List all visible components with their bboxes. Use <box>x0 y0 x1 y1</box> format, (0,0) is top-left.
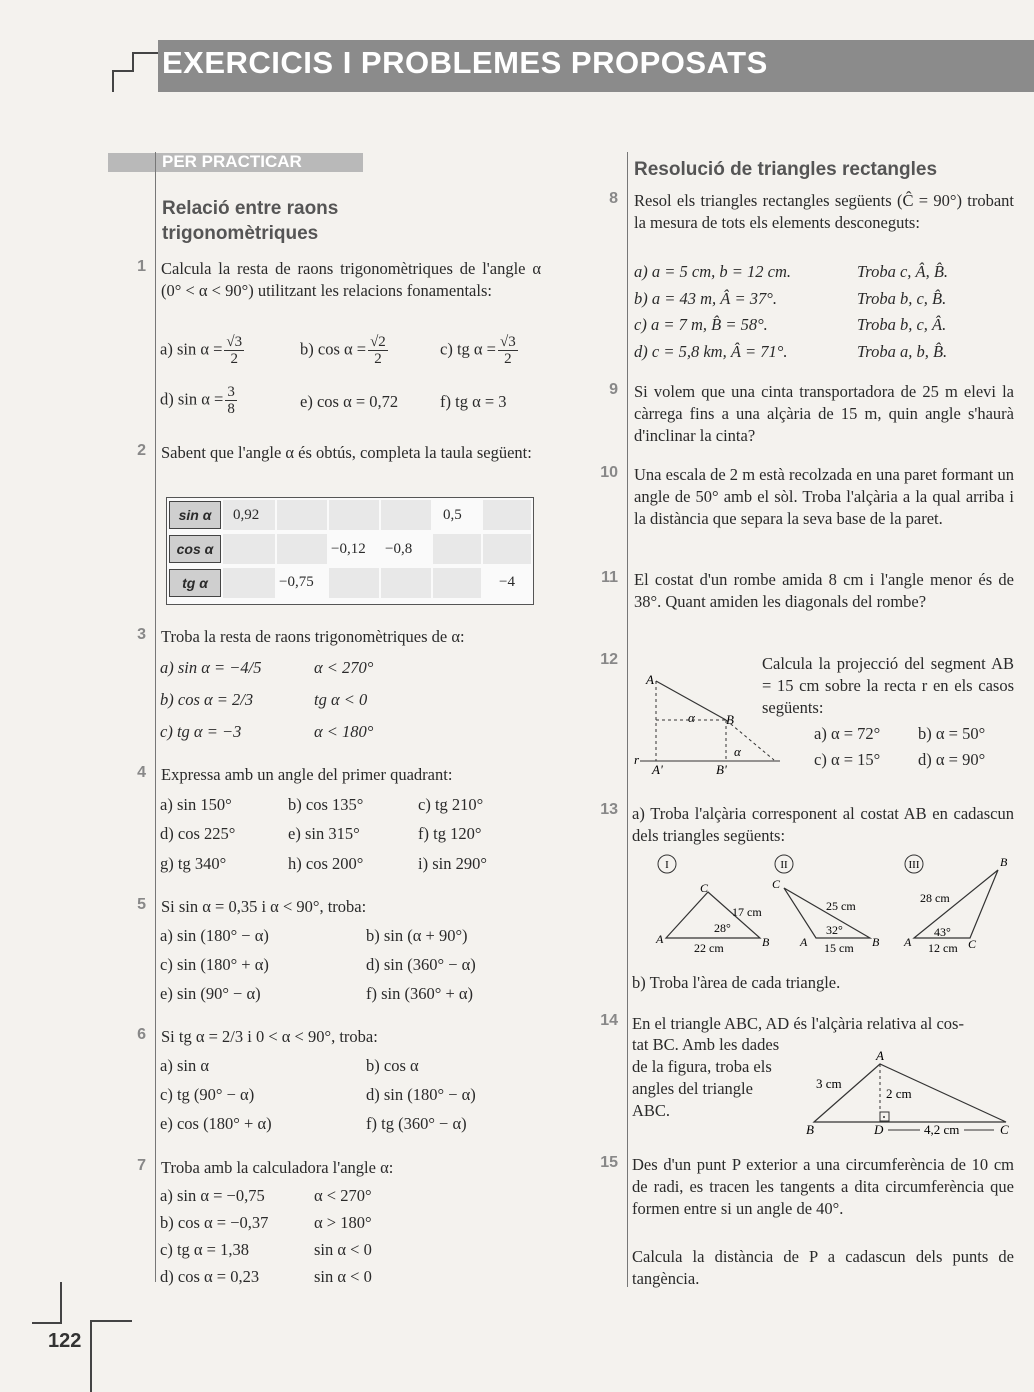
vertex-B: B <box>872 935 880 949</box>
vertex-C: C <box>700 881 709 895</box>
right-column-rule <box>627 152 628 1287</box>
page-number: 122 <box>48 1330 82 1352</box>
ex7-d: d) cos α = 0,23 <box>160 1267 260 1286</box>
exercise-12-text: Calcula la projecció del segment AB = 15 cm sobre la recta r en els casos següents: <box>762 654 1014 717</box>
ex8-d: d) c = 5,8 km, Â = 71°. <box>634 342 788 361</box>
exercise-number: 5 <box>137 896 146 913</box>
exercise-number: 11 <box>601 569 618 586</box>
vertex-B: B <box>762 935 770 949</box>
exercise-15-text-1: Des d'un punt P exterior a una circumferència de 10 cm de radi, es tracen les tangents a dita circumferència que formen entre si un angle de 40°. <box>632 1155 1014 1218</box>
exercise-number: 15 <box>600 1154 618 1171</box>
exercise-4-text: Expressa amb un angle del primer quadrant: <box>161 765 453 784</box>
row-label-sin: sin α <box>169 501 221 529</box>
exercise-number: 13 <box>600 801 618 818</box>
header-step-decoration <box>112 70 134 92</box>
vertex-C: C <box>772 877 781 891</box>
ex12-c: c) α = 15° <box>814 750 881 769</box>
side-label: 28 cm <box>920 891 950 905</box>
header-step-decoration-2 <box>132 52 160 72</box>
exercise-9-text: Si volem que una cinta transportadora de 25 m elevi la càrrega fins a una alçària de 15 m, quin angle s'haurà d'inclinar la cinta? <box>634 382 1014 445</box>
exercise-number: 12 <box>600 651 618 668</box>
side-label: 25 cm <box>826 899 856 913</box>
vertex-C: C <box>1000 1122 1009 1137</box>
ex4-h: h) cos 200° <box>288 854 364 873</box>
exercise-number: 8 <box>609 190 618 207</box>
angle-label: 28° <box>714 921 731 935</box>
angle-label: 43° <box>934 925 951 939</box>
triangle-abc-diagram <box>800 1044 1016 1140</box>
segment-label: 4,2 cm <box>924 1122 960 1137</box>
exercise-8-text: Resol els triangles rectangles següents (Ĉ = 90°) trobant la mesura de tots els elements desconeguts: <box>634 191 1014 232</box>
footer-step-decoration <box>32 1282 62 1324</box>
ex1-a: a) sin α = $\frac{√3}{2}$ <box>160 334 243 367</box>
ex3-a-cond: α < 270° <box>314 658 374 677</box>
angle-label: 32° <box>826 923 843 937</box>
ex7-b-cond: α > 180° <box>314 1213 372 1232</box>
trig-table <box>166 497 534 605</box>
section-title: PER PRACTICAR <box>162 152 302 171</box>
exercise-5-text: Si sin α = 0,35 i α < 90°, troba: <box>161 897 367 916</box>
ex7-c: c) tg α = 1,38 <box>160 1240 249 1259</box>
ex4-c: c) tg 210° <box>418 795 484 814</box>
ex8-a: a) a = 5 cm, b = 12 cm. <box>634 262 791 281</box>
table-cell: −0,12 <box>331 541 366 557</box>
base-label: 22 cm <box>694 941 724 955</box>
label-B: B <box>726 712 734 727</box>
side-label: 3 cm <box>816 1076 842 1091</box>
ex1-c: c) tg α = $\frac{√3}{2}$ <box>440 334 516 367</box>
ex4-a: a) sin 150° <box>160 795 232 814</box>
exercise-1-text: Calcula la resta de raons trigonomètriques de l'angle α (0° < α < 90°) utilitzant les relacions fonamentals: <box>161 259 541 300</box>
vertex-D: D <box>874 1122 884 1137</box>
ex8-c: c) a = 7 m, B̂ = 58°. <box>634 315 768 334</box>
table-cell: −0,8 <box>385 541 413 557</box>
ex1-d: d) sin α = $\frac{3}{8}$ <box>160 384 235 417</box>
vertex-A: A <box>876 1048 884 1063</box>
ex1-b: b) cos α = $\frac{√2}{2}$ <box>300 334 386 367</box>
exercise-6-text: Si tg α = 2/3 i 0 < α < 90°, troba: <box>161 1027 378 1046</box>
exercise-number: 9 <box>609 381 618 398</box>
ex4-d: d) cos 225° <box>160 824 236 843</box>
ex5-a: a) sin (180° − α) <box>160 926 269 945</box>
label-alpha: α <box>688 710 695 725</box>
ex8-b: b) a = 43 m, Â = 37°. <box>634 289 777 308</box>
ex5-b: b) sin (α + 90°) <box>366 926 468 945</box>
ex4-i: i) sin 290° <box>418 854 487 873</box>
label-r: r <box>634 752 640 767</box>
table-cell: −4 <box>499 574 515 590</box>
row-label-tg: tg α <box>169 569 221 597</box>
ex3-b-cond: tg α < 0 <box>314 690 368 709</box>
exercise-2-text: Sabent que l'angle α és obtús, completa la taula següent: <box>161 443 532 462</box>
vertex-A: A <box>800 935 808 949</box>
ex7-a: a) sin α = −0,75 <box>160 1186 265 1205</box>
triangle-1-label: I <box>665 859 669 871</box>
label-A-prime: A' <box>652 762 663 777</box>
label-alpha: α <box>734 744 741 759</box>
footer-step-decoration-2 <box>90 1320 132 1392</box>
ex1-f: f) tg α = 3 <box>440 392 507 411</box>
ex12-b: b) α = 50° <box>918 724 986 743</box>
vertex-A: A <box>904 935 912 949</box>
ex8-d-find: Troba a, b, B̂. <box>857 342 948 361</box>
ex5-f: f) sin (360° + α) <box>366 984 474 1003</box>
ex6-c: c) tg (90° − α) <box>160 1085 255 1104</box>
height-label: 2 cm <box>886 1086 912 1101</box>
exercise-3-text: Troba la resta de raons trigonomètriques de α: <box>161 627 465 646</box>
exercise-number: 6 <box>137 1026 146 1043</box>
exercise-13-text-a: a) Troba l'alçària corresponent al costat AB en cadascun dels triangles següents: <box>632 804 1014 845</box>
exercise-number: 4 <box>137 764 146 781</box>
ex8-c-find: Troba b, c, Â. <box>857 315 947 334</box>
label-B-prime: B' <box>716 762 727 777</box>
ex7-c-cond: sin α < 0 <box>314 1240 372 1259</box>
vertex-B: B <box>806 1122 814 1137</box>
ex4-e: e) sin 315° <box>288 824 360 843</box>
exercise-14-text-2: tat BC. Amb les dades de la figura, troba els angles del triangle ABC. <box>632 1035 780 1120</box>
table-cell: −0,75 <box>279 574 314 590</box>
exercise-number: 7 <box>137 1157 146 1174</box>
exercise-7-text: Troba amb la calculadora l'angle α: <box>161 1158 394 1177</box>
ex3-a: a) sin α = −4/5 <box>160 658 262 677</box>
ex6-f: f) tg (360° − α) <box>366 1114 467 1133</box>
exercise-11-text: El costat d'un rombe amida 8 cm i l'angle menor és de 38°. Quant amiden les diagonals del rombe? <box>634 570 1014 611</box>
vertex-C: C <box>968 937 977 951</box>
ex5-d: d) sin (360° − α) <box>366 955 476 974</box>
ex5-c: c) sin (180° + α) <box>160 955 269 974</box>
ex1-e: e) cos α = 0,72 <box>300 392 399 411</box>
ex8-a-find: Troba c, Â, B̂. <box>857 262 949 281</box>
page-title: EXERCICIS I PROBLEMES PROPOSATS <box>162 45 768 80</box>
ex7-d-cond: sin α < 0 <box>314 1267 372 1286</box>
ex3-b: b) cos α = 2/3 <box>160 690 254 709</box>
triangles-diagram <box>652 850 1016 962</box>
exercise-14-text-1: En el triangle ABC, AD és l'alçària relativa al cos- <box>632 1014 964 1033</box>
exercise-number: 3 <box>137 626 146 643</box>
left-column-rule <box>155 152 156 1282</box>
ex6-b: b) cos α <box>366 1056 419 1075</box>
side-label: 17 cm <box>732 905 762 919</box>
triangle-3-label: III <box>908 859 920 871</box>
exercise-number: 10 <box>600 464 618 481</box>
ex6-d: d) sin (180° − α) <box>366 1085 476 1104</box>
ex6-e: e) cos (180° + α) <box>160 1114 272 1133</box>
triangle-2-label: II <box>780 859 788 871</box>
ex5-e: e) sin (90° − α) <box>160 984 261 1003</box>
row-label-cos: cos α <box>169 535 221 563</box>
ex8-b-find: Troba b, c, B̂. <box>857 289 947 308</box>
label-A: A <box>646 672 654 687</box>
exercise-number: 1 <box>137 258 146 275</box>
vertex-A: A <box>656 932 664 946</box>
ex7-a-cond: α < 270° <box>314 1186 372 1205</box>
ex12-a: a) α = 72° <box>814 724 881 743</box>
exercise-15-text-2: Calcula la distància de P a cadascun dels punts de tangència. <box>632 1247 1014 1288</box>
ex6-a: a) sin α <box>160 1056 209 1075</box>
exercise-13-text-b: b) Troba l'àrea de cada triangle. <box>632 973 841 992</box>
ex3-c-cond: α < 180° <box>314 722 374 741</box>
ex7-b: b) cos α = −0,37 <box>160 1213 269 1232</box>
left-subtitle: Relació entre raons trigonomètriques <box>162 198 339 244</box>
exercise-10-text: Una escala de 2 m està recolzada en una paret formant un angle de 50° amb el sòl. Troba l'alçària a la qual arriba i la distància que separa la seva base de la paret. <box>634 465 1014 528</box>
base-label: 15 cm <box>824 941 854 955</box>
ex12-d: d) α = 90° <box>918 750 986 769</box>
vertex-B: B <box>1000 855 1008 869</box>
ex3-c: c) tg α = −3 <box>160 722 242 741</box>
ex4-b: b) cos 135° <box>288 795 364 814</box>
exercise-number: 2 <box>137 442 146 459</box>
table-cell: 0,92 <box>233 507 260 523</box>
exercise-number: 14 <box>600 1012 618 1029</box>
table-cell: 0,5 <box>443 507 462 523</box>
ex4-g: g) tg 340° <box>160 854 227 873</box>
right-subtitle: Resolució de triangles rectangles <box>634 159 938 180</box>
base-label: 12 cm <box>928 941 958 955</box>
ex4-f: f) tg 120° <box>418 824 482 843</box>
